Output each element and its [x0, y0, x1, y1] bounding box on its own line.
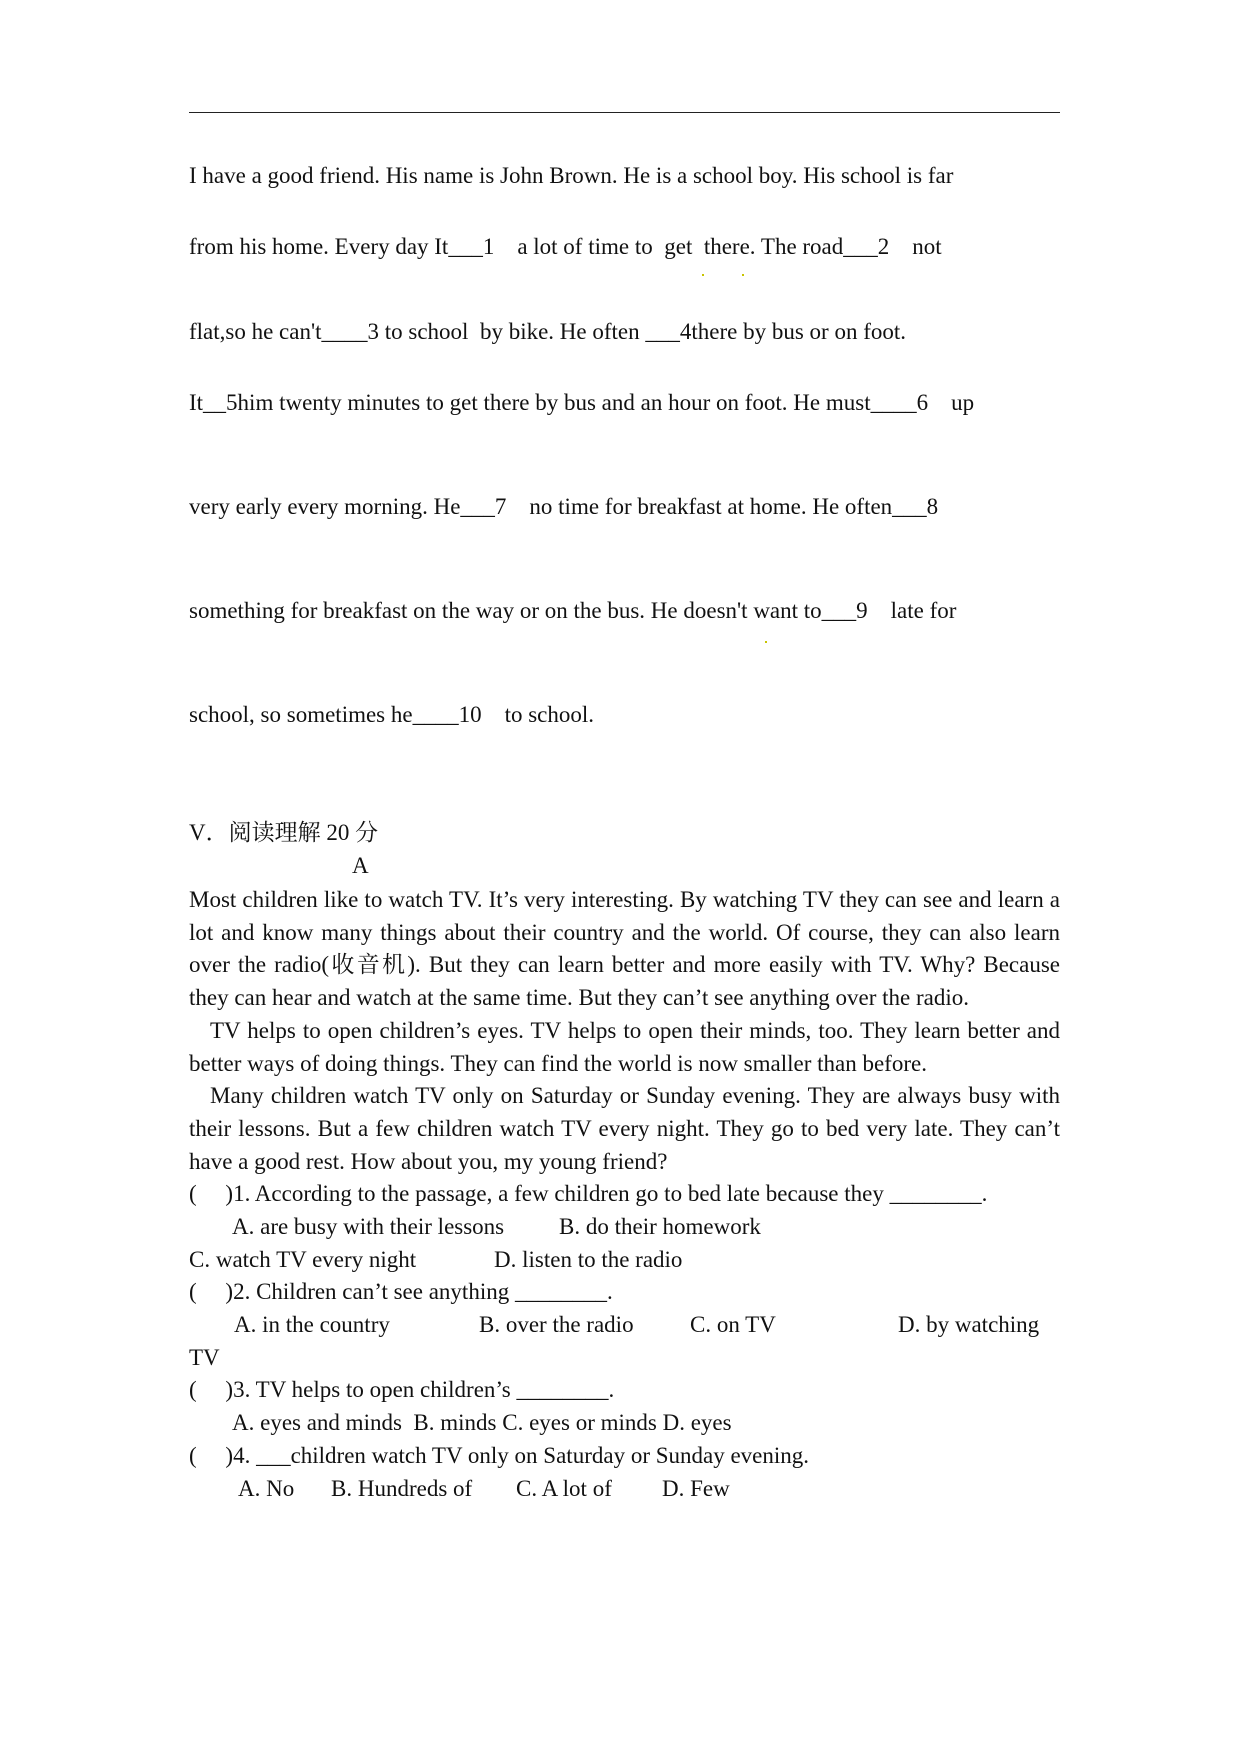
passage-label: A	[352, 853, 369, 878]
question-2-option-c: C. on TV	[690, 1312, 776, 1338]
cloze-line-2: from his home. Every day It___1 a lot of time to get there. The road___2 not	[189, 234, 942, 259]
question-1-option-b: B. do their homework	[559, 1214, 761, 1240]
question-4-options-row	[189, 1473, 1060, 1506]
header-rule	[189, 112, 1060, 113]
passage-paragraph-1: Most children like to watch TV. It’s very interesting. By watching TV they can see and learn a lot and know many things about their country and the world. Of course, they can also learn over the radio(收音机). But they can learn better and more easily with TV. Why? Because they can hear and watch at the same time. But they can’t see anything over the radio.	[189, 887, 1060, 1011]
question-1-options-row-1	[189, 1211, 1060, 1244]
dot-mark	[742, 274, 744, 276]
question-4-option-c: C. A lot of	[516, 1475, 612, 1501]
question-3-options: A. eyes and minds B. minds C. eyes or minds D. eyes	[232, 1410, 732, 1436]
question-2-option-d-continued: TV	[189, 1344, 220, 1370]
passage-paragraph-2: TV helps to open children’s eyes. TV helps to open their minds, too. They learn better and better ways of doing things. They can find the world is now smaller than before.	[189, 1017, 1060, 1076]
question-1-option-a: A. are busy with their lessons	[232, 1214, 505, 1240]
dot-mark	[765, 641, 767, 643]
question-3-options-row	[189, 1407, 1060, 1440]
cloze-line-7: school, so sometimes he____10 to school.	[189, 702, 595, 727]
reading-passage	[189, 884, 1060, 1505]
question-1-stem: ( )1. According to the passage, a few children go to bed late because they ________.	[189, 1181, 988, 1207]
question-2-option-a: A. in the country	[234, 1312, 390, 1338]
question-1-option-c: C. watch TV every night	[189, 1246, 417, 1272]
question-2-option-b: B. over the radio	[479, 1312, 634, 1338]
passage-paragraph-3: Many children watch TV only on Saturday or Sunday evening. They are always busy with their lessons. But a few children watch TV every night. They go to bed very late. They can’t have a good rest. How about you, my young friend?	[189, 1083, 1060, 1174]
question-4-option-d: D. Few	[662, 1475, 730, 1501]
cloze-line-1: I have a good friend. His name is John Brown. He is a school boy. His school is far	[189, 163, 954, 188]
question-2-option-d: D. by watching	[898, 1312, 1040, 1338]
question-1-options-row-2	[189, 1244, 1060, 1277]
dot-mark	[702, 274, 704, 276]
section-title: V．阅读理解 20 分	[189, 820, 379, 845]
question-4-option-b: B. Hundreds of	[331, 1475, 473, 1501]
cloze-line-4: It__5him twenty minutes to get there by bus and an hour on foot. He must____6 up	[189, 390, 975, 415]
cloze-line-6: something for breakfast on the way or on the bus. He doesn't want to___9 late for	[189, 598, 957, 623]
question-4-option-a: A. No	[238, 1475, 295, 1501]
question-2-stem: ( )2. Children can’t see anything ________.	[189, 1279, 613, 1305]
cloze-line-3: flat,so he can't____3 to school by bike. He often ___4there by bus or on foot.	[189, 319, 906, 344]
question-4-stem: ( )4. ___children watch TV only on Saturday or Sunday evening.	[189, 1442, 810, 1468]
question-2-options-row	[189, 1309, 1060, 1342]
question-3-stem: ( )3. TV helps to open children’s ________.	[189, 1377, 615, 1403]
question-1-option-d: D. listen to the radio	[494, 1246, 683, 1272]
cloze-line-5: very early every morning. He___7 no time for breakfast at home. He often___8	[189, 494, 939, 519]
